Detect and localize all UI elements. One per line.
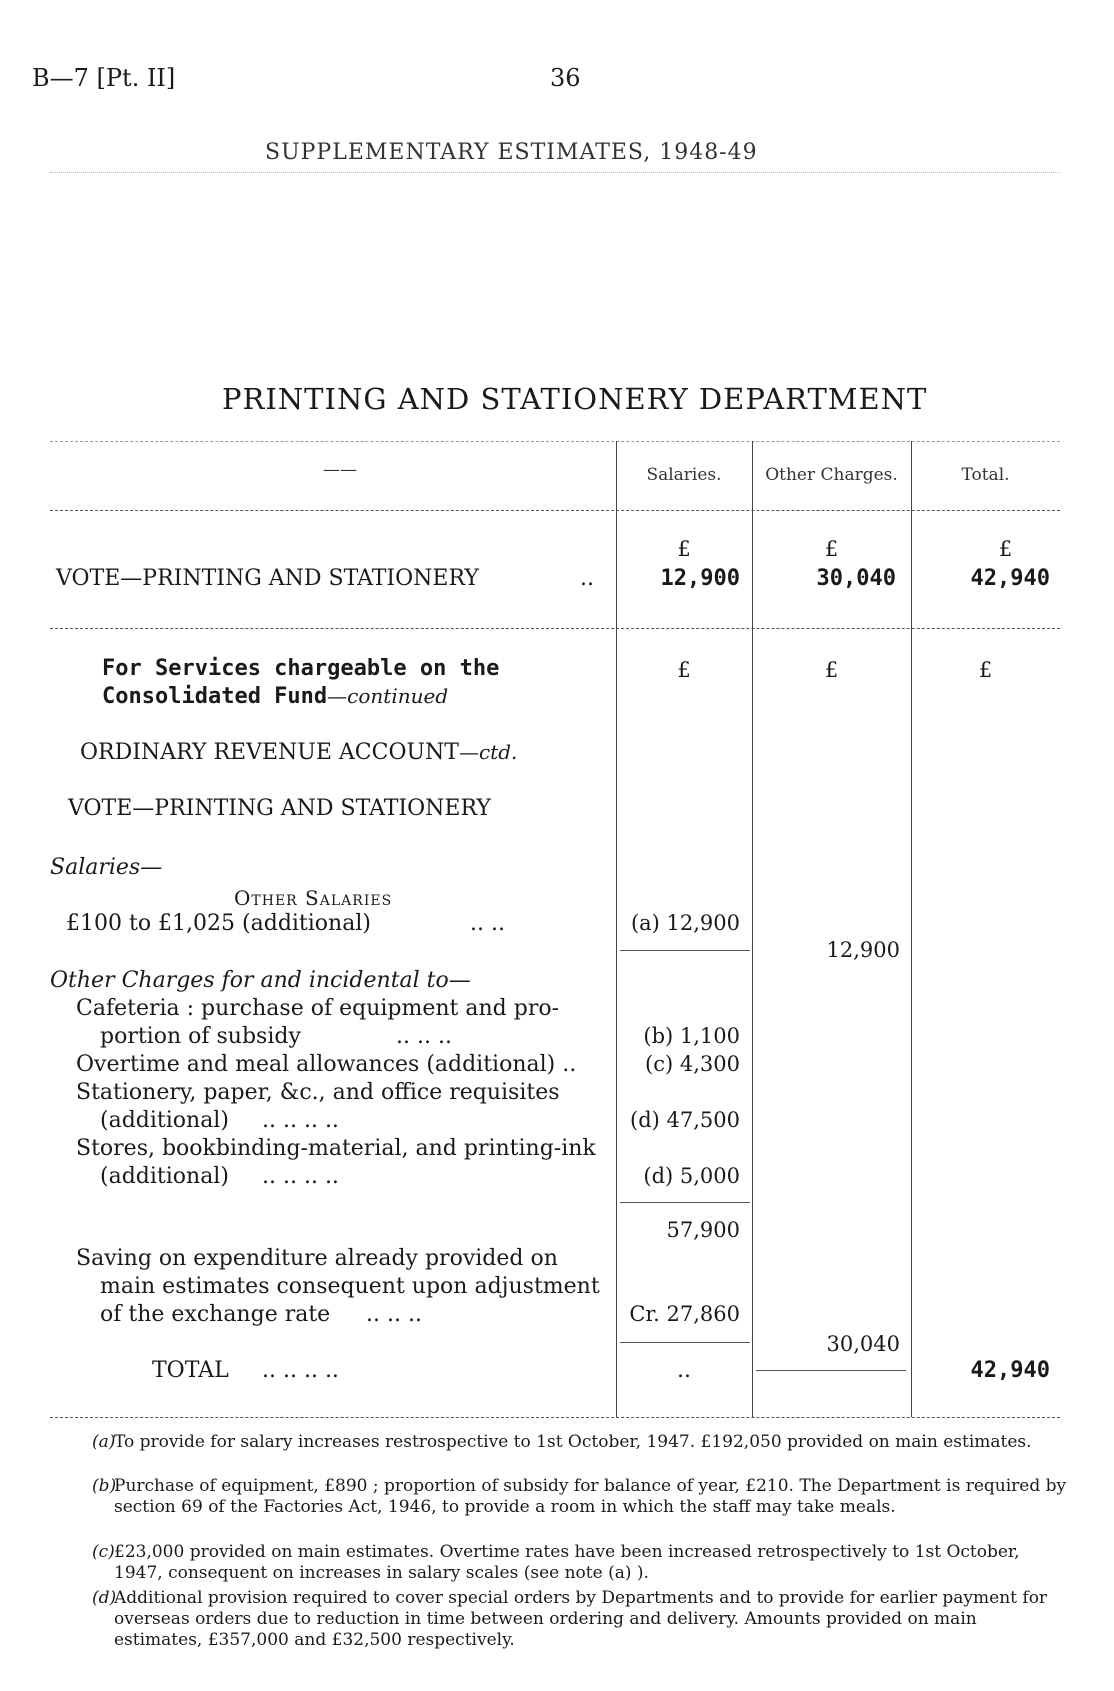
stationery-amount: (d) 47,500 (630, 1108, 740, 1132)
saving-leader: .. .. .. (366, 1302, 422, 1327)
column-header-blank: —— (323, 460, 357, 480)
department-title: PRINTING AND STATIONERY DEPARTMENT (222, 382, 928, 416)
summary-vote-label: VOTE—PRINTING AND STATIONERY (56, 566, 479, 591)
vote-heading: VOTE—PRINTING AND STATIONERY (68, 796, 491, 821)
salary-subtotal-rule (620, 950, 750, 951)
column-header-salaries: Salaries. (646, 465, 722, 485)
saving-amount: Cr. 27,860 (629, 1302, 740, 1326)
cafeteria-leader: .. .. .. (396, 1024, 452, 1049)
account-name: ORDINARY REVENUE ACCOUNT (80, 740, 459, 765)
column-divider-total (911, 441, 912, 1417)
summary-rule (50, 628, 1060, 629)
note-b-text: Purchase of equipment, £890 ; proportion of subsidy for balance of year, £210. The Department is required by section 69 of the Factories Act, 1946, to provide a room in which the staff may take meals. (114, 1476, 1067, 1517)
section-currency-other: £ (824, 658, 839, 682)
column-divider-other (752, 441, 753, 1417)
column-header-other-charges: Other Charges. (765, 465, 898, 485)
section-heading-line1: For Services chargeable on the (102, 656, 500, 681)
cafeteria-amount: (b) 1,100 (643, 1024, 740, 1048)
charges-subtotal-rule (620, 1202, 750, 1203)
note-c-label: (c) (92, 1542, 115, 1562)
page-number: 36 (550, 64, 581, 92)
total-salaries-dots: .. (677, 1358, 691, 1383)
summary-currency-other: £ (824, 537, 839, 561)
stores-line1: Stores, bookbinding-material, and printing-ink (76, 1136, 596, 1161)
saving-line3: of the exchange rate (100, 1302, 331, 1327)
note-c (92, 1542, 1070, 1584)
note-a-text: To provide for salary increases restrospective to 1st October, 1947. £192,050 provided on main estimates. (114, 1432, 1032, 1452)
saving-line1: Saving on expenditure already provided on (76, 1246, 558, 1271)
table-top-rule (50, 441, 1060, 442)
summary-total-value: 42,940 (970, 566, 1050, 591)
saving-rule (620, 1342, 750, 1343)
note-a (92, 1432, 1070, 1453)
summary-salaries-value: 12,900 (660, 566, 740, 591)
other-subtotal-rule (756, 1370, 906, 1371)
other-salaries-heading: Other Salaries (234, 886, 393, 910)
stores-amount: (d) 5,000 (643, 1164, 740, 1188)
cafeteria-line2: portion of subsidy (100, 1024, 301, 1049)
note-b (92, 1476, 1070, 1518)
note-a-label: (a) (92, 1432, 116, 1452)
account-heading (80, 740, 517, 765)
summary-other-value: 30,040 (816, 566, 896, 591)
total-label: TOTAL (152, 1358, 229, 1383)
column-header-rule (50, 510, 1060, 511)
stores-leader: .. .. .. .. (262, 1164, 339, 1189)
other-subtotal: 30,040 (826, 1332, 900, 1356)
salary-subtotal: 12,900 (826, 938, 900, 962)
account-continued: —ctd. (458, 740, 518, 764)
page-reference: B—7 [Pt. II] (32, 64, 176, 92)
section-heading-line2 (102, 684, 448, 709)
stores-line2: (additional) (100, 1164, 229, 1189)
note-b-label: (b) (92, 1476, 117, 1496)
summary-currency-total: £ (998, 537, 1013, 561)
stationery-line1: Stationery, paper, &c., and office requisites (76, 1080, 560, 1105)
overtime-amount: (c) 4,300 (645, 1052, 740, 1076)
note-d (92, 1588, 1070, 1651)
salary-amount: (a) 12,900 (630, 911, 740, 935)
salary-item: £100 to £1,025 (additional) (66, 911, 371, 936)
column-header-total: Total. (961, 465, 1010, 485)
charges-subtotal: 57,900 (666, 1218, 740, 1242)
note-d-text: Additional provision required to cover special orders by Departments and to provide for earlier payment for overseas orders due to reduction in time between ordering and delivery. Amounts provided on main estimates, £357,000 and £32,500 respectively. (114, 1588, 1048, 1650)
note-c-text: £23,000 provided on main estimates. Overtime rates have been increased retrospectively to 1st October, 1947, consequent on increases in salary scales (see note (a) ). (114, 1542, 1020, 1583)
cafeteria-line1: Cafeteria : purchase of equipment and pro- (76, 996, 560, 1021)
section-heading-fund: Consolidated Fund (102, 684, 328, 709)
note-d-label: (d) (92, 1588, 117, 1608)
total-amount: 42,940 (970, 1358, 1050, 1383)
salary-leader: .. .. (470, 911, 505, 936)
overtime-item: Overtime and meal allowances (additional) .. (76, 1052, 577, 1077)
summary-leader: .. (580, 566, 594, 591)
stationery-leader: .. .. .. .. (262, 1108, 339, 1133)
section-currency-total: £ (978, 658, 993, 682)
header-rule (50, 172, 1060, 173)
summary-currency-salaries: £ (677, 537, 691, 561)
section-heading-continued: —continued (327, 684, 449, 708)
series-title: SUPPLEMENTARY ESTIMATES, 1948-49 (265, 140, 758, 165)
table-bottom-rule (50, 1417, 1060, 1418)
salaries-heading: Salaries— (50, 855, 163, 880)
section-currency-salaries: £ (677, 658, 691, 682)
other-charges-heading: Other Charges for and incidental to— (50, 968, 471, 993)
saving-line2: main estimates consequent upon adjustment (100, 1274, 600, 1299)
stationery-line2: (additional) (100, 1108, 229, 1133)
total-leader: .. .. .. .. (262, 1358, 339, 1383)
